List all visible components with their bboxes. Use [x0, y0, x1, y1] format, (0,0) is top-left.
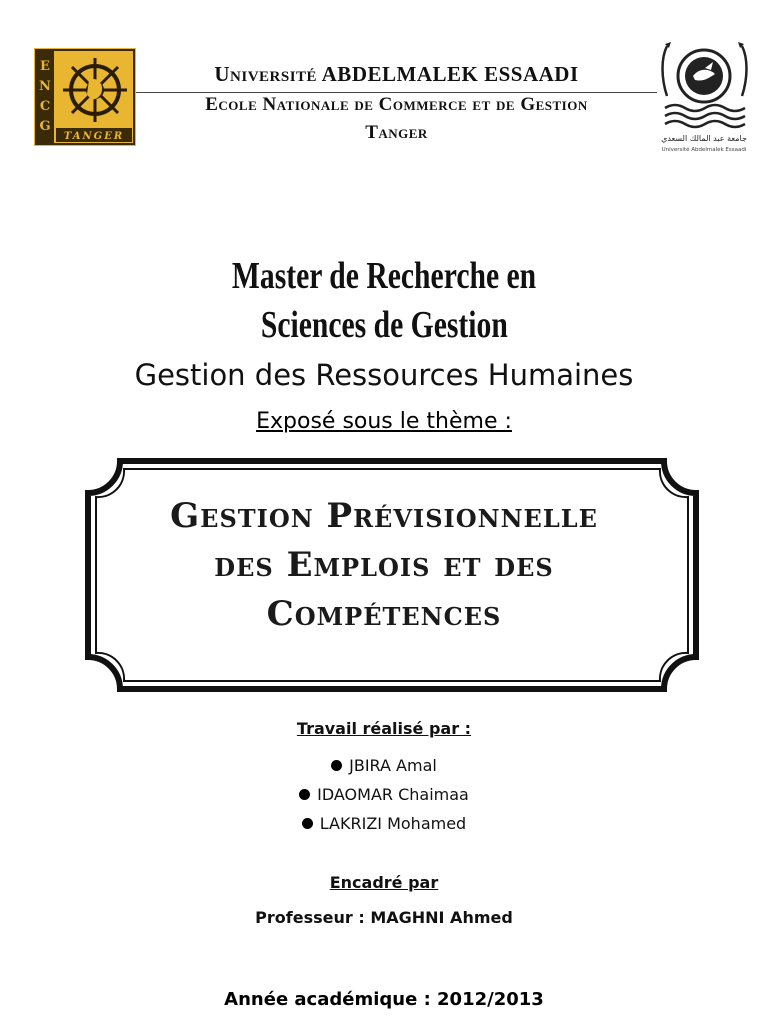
school-city: Tanger [365, 122, 428, 143]
supervised-label: Encadré par [329, 873, 439, 892]
theme-intro: Exposé sous le thème : [256, 409, 512, 434]
member-item [0, 756, 768, 775]
bullet-icon [302, 818, 313, 829]
supervisor-name: Professeur : MAGHNI Ahmed [255, 908, 513, 927]
svg-text:جامعة عبد المالك السعدي: جامعة عبد المالك السعدي [661, 134, 747, 143]
theme-line-3: Compétences [266, 594, 502, 634]
theme-line-1: Gestion Prévisionnelle [170, 496, 598, 536]
svg-text:G: G [39, 119, 51, 134]
bullet-icon [299, 789, 310, 800]
member-name: JBIRA Amal [349, 756, 437, 775]
bullet-icon [331, 760, 342, 771]
svg-text:Université Abdelmalek Essaadi: Université Abdelmalek Essaadi [661, 147, 747, 153]
university-name: Université ABDELMALEK ESSAADI [214, 62, 579, 86]
logo-letter-e: E [40, 59, 50, 74]
member-item [0, 785, 768, 804]
svg-text:C: C [39, 99, 51, 114]
program-line-1: Master de Recherche en [231, 255, 537, 297]
school-name: Ecole Nationale de Commerce et de Gestion [205, 94, 588, 115]
program-line-2: Sciences de Gestion [260, 304, 508, 346]
member-name: IDAOMAR Chaimaa [317, 785, 469, 804]
header-divider [136, 92, 657, 93]
encg-tanger-logo [34, 48, 136, 146]
academic-year: Année académique : 2012/2013 [224, 989, 544, 1010]
made-by-label: Travail réalisé par : [296, 719, 472, 738]
svg-text:N: N [39, 79, 51, 94]
logo-caption: TANGER [63, 131, 125, 142]
universite-abdelmalek-essaadi-logo [657, 38, 752, 156]
theme-line-2: des Emplois et des [214, 545, 554, 585]
member-item [0, 814, 768, 833]
member-name: LAKRIZI Mohamed [319, 814, 467, 833]
program-specialty: Gestion des Ressources Humaines [134, 358, 634, 392]
